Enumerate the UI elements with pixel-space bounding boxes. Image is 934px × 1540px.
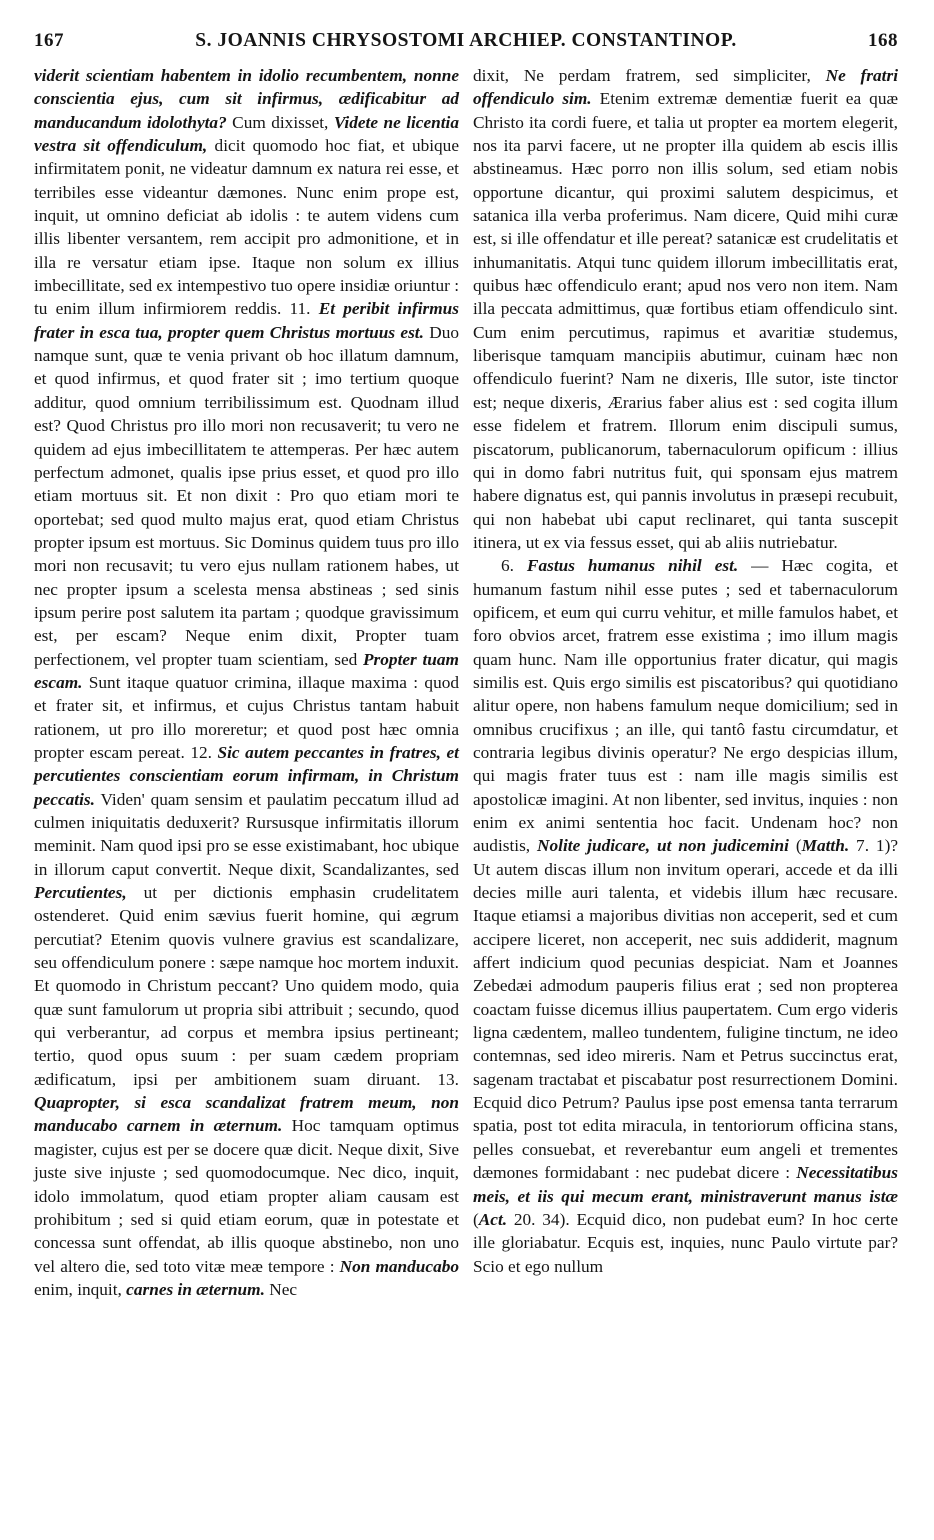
commentary-text: dixit, Ne perdam fratrem, sed simpliciter, bbox=[473, 66, 826, 85]
scripture-quote: Propter tuam escam. bbox=[34, 649, 459, 692]
right-column bbox=[473, 64, 898, 1301]
commentary-text: 20. 34). Ecquid dico, non pudebat eum? In hoc certe ille gloriabatur. Ecquis est, inquies, nunc Paulo virtute par? Scio et ego nullum bbox=[473, 1209, 898, 1276]
running-title: S. JOANNIS CHRYSOSTOMI ARCHIEP. CONSTANTINOP. bbox=[195, 30, 737, 51]
right-column-paragraph bbox=[473, 64, 898, 554]
commentary-text: dicit quomodo hoc fiat, et ubique infirmitatem ponit, ne videatur damnum ex natura rei esse, et terribiles esse videantur dæmones. Nunc enim prope est, inquit, ut omnino deficiat ab idolis : te autem videns cum illis libenter versantem, rem accipit pro admonitione, et in illa re versatur etiam ipse. Itaque non solum ex illius imbecillitate, sed ex intempestivo tuo opere insidiæ oriuntur : tu enim illum infirmiorem reddis. 11. bbox=[34, 136, 459, 319]
citation-book: Matth. bbox=[801, 836, 850, 856]
commentary-text: 7. 1)? Ut autem discas illum non invitum operari, accede et da illi decies mille auri talenta, et videbis illum hæc recusare. Itaque etiamsi a majoribus divitias non acceperit, sed et cum accipere liceret, non acceperit, nec suis addiderit, magnum affert indicium quod pecunias despiciat. Nam et Joannes Zebedæi admodum pauperis filius erat ; sed non propterea coactam fuisse dicemus illius paupertatem. Cum ergo videris ligna cædentem, malleo tundentem, fuligine tinctum, ne ideo contemnas, sed ideo mireris. Nam et Petrus succinctus erat, sagenam tractabat et piscabatur post resurrectionem Domini. Ecquid dico Petrum? Paulus ipse post emensa tanta terrarum spatia, post tot edita miracula, in tentoriorum officina stans, pelles consuebat, et reverebantur eum angeli et trementes dæmones formidabant : nec pudebat dicere : bbox=[473, 836, 898, 1183]
scripture-quote: carnes in æternum. bbox=[126, 1279, 265, 1299]
commentary-text: Duo namque sunt, quæ te venia privant ob hoc illatum damnum, et quod infirmus, et quod frater sit ; imo tertium quoque additur, quod omnium terribilissimum est. Quodnam illud est? Quod Christus pro illo mori non recusaverit; tu vero ne quidem ad ejus imbecillitatem te attemperas. Per hæc autem perfectum admonet, qualis ipse prius esset, et quod pro illo etiam mortuus sit. Et non dixit : Pro quo etiam mori te oportebat; sed quod multo majus erat, quod etiam Christus propter ipsum est mortuus. Sic Dominus quidem tuus pro illo mori non recusavit; tu vero ejus nullam rationem habes, ut nec propter ipsum a scelesta mensa abstineas ; sed sinis ipsum perire post salutem ita partam ; quodque gravissimum est, per escam? Neque enim dixit, Propter tuam perfectionem, vel propter tuam scientiam, sed bbox=[34, 322, 459, 669]
commentary-text: Cum dixisset, bbox=[226, 112, 334, 132]
scripture-quote: Videte ne licentia vestra sit offendiculum, bbox=[34, 112, 459, 156]
commentary-text: Viden' quam sensim et paulatim peccatum illud ad culmen iniquitatis deduxerit? Rursusque infirmitatis illorum meminit. Nam quod ipsi pro se esse existimabant, hoc ubique in illorum caput convertit. Neque dixit, Scandalizantes, sed bbox=[34, 789, 459, 879]
scripture-quote: Necessitatibus meis, et iis qui mecum erant, ministraverunt manus istæ bbox=[473, 1163, 898, 1206]
right-page-number: 168 bbox=[868, 30, 898, 51]
running-header bbox=[34, 30, 898, 64]
section-paragraph bbox=[473, 554, 898, 1278]
scripture-quote: Et peribit infirmus frater in esca tua, propter quem Christus mortuus est. bbox=[34, 299, 460, 342]
scripture-quote: Ne fratri offendiculo sim. bbox=[473, 66, 899, 109]
commentary-text: — Hæc cogita, et humanum fastum nihil esse putes ; sed et tabernaculorum opificem, et eum qui curru vehitur, et mille famulos habet, et foro obvios arcet, fratrem esse existima ; imo illum magis quam hunc. Nam ille opportunius frater dicatur, qui magis similis est. Quis ergo similis est piscatoribus? qui quotidiano alitur opere, non habens famulum neque domicilium; sed in omnibus crucifixus ; an ille, qui tantô fastu circumdatur, et contraria legibus divinis operatur? Ne ergo despicias illum, qui magis frater tuus est : nam ille magis similis est apostolicæ imagini. At non libenter, sed invitus, inquies : non enim ex animi sententia hoc facit. Undenam hoc? non audistis, bbox=[473, 556, 899, 856]
commentary-text: Hoc tamquam optimus magister, cujus est per se docere quæ dicit. Neque dixit, Sive juste sive injuste ; sed quomodocumque. Nec dico, inquit, idolo immolatum, quod etiam propter aliam causam est prohibitum ; sed si quid etiam eorum, quæ in potestate et concessa sunt offendat, ab illis quoque abstinebo, non uno vel altero die, sed toto vitæ meæ tempore : bbox=[34, 1116, 459, 1276]
left-page-number: 167 bbox=[34, 30, 64, 51]
commentary-text: ut per dictionis emphasin crudelitatem ostenderet. Quid enim sævius fuerit homine, qui ægrum percutiat? Etenim quovis vulnere gravius est scandalizare, seu offendiculum ponere : sæpe namque hoc mortem induxit. Et quomodo in Christum peccant? Uno quidem modo, quia quæ sunt famulorum ut propria sibi attribuit ; secundo, quod qui verberantur, ad corpus et membra ipsius pertineant; tertio, quod opus suum : per suam cædem propriam ædificatum, ipsi per ambitionem suam diruant. 13. bbox=[34, 883, 459, 1089]
scripture-quote: Non manducabo bbox=[339, 1256, 460, 1276]
scripture-quote: Quapropter, si esca scandalizat fratrem meum, non manducabo carnem in æternum. bbox=[34, 1093, 459, 1136]
commentary-text: enim, inquit, bbox=[34, 1279, 127, 1299]
scripture-quote: Sic autem peccantes in fratres, et percutientes conscientiam eorum infirmam, in Christum peccatis. bbox=[34, 742, 459, 809]
commentary-text: Sunt itaque quatuor crimina, illaque maxima : quod et frater sit, et infirmus, et cujus Christus tantam habuit rationem, ut pro illo moreretur; et quod post hæc omnia propter escam pereat. 12. bbox=[34, 672, 459, 762]
scripture-quote: Percutientes, bbox=[34, 883, 127, 903]
section-number: 6. bbox=[501, 556, 527, 576]
scripture-quote: Nolite judicare, ut non judicemini bbox=[537, 836, 789, 856]
section-heading: Fastus humanus nihil est. bbox=[526, 556, 739, 576]
left-column-paragraph bbox=[34, 64, 459, 1301]
scripture-quote: viderit scientiam habentem in idolio recumbentem, nonne conscientia ejus, cum sit infirmus, ædificabitur ad manducandum idolothyta? bbox=[34, 66, 459, 132]
commentary-text: ( bbox=[473, 1209, 479, 1229]
two-column-body bbox=[34, 64, 898, 1301]
commentary-text: ( bbox=[788, 836, 802, 856]
commentary-text: Nec bbox=[264, 1279, 298, 1299]
commentary-text: Etenim extremæ dementiæ fuerit ea quæ Christo ita cordi fuere, et talia ut propter ea mortem elegerit, nos ita parvi facere, ut ne propter illa quidem ab escis illis abstineamus. Hæc porro non illis solum, sed etiam nobis opportune dicantur, qui proximi salutem despicimus, et satanica illa verba proferimus. Nam dicere, Quid mihi curæ est, si ille offendatur et ille pereat? satanicæ est crudelitatis et inhumanitatis. Atqui tunc quidem illorum imbecillitatis erat, quibus hæc offendiculo erant; apud nos vero non item. Nam illa peccata admittimus, quæ fortibus etiam offendiculo sint. Cum enim percutimus, rapimus et avaritiæ studemus, liberisque tamquam mancipiis abutimur, cuinam hæc non offendiculo fuerint? Nam ne dixeris, Ille sutor, iste tinctor est; neque dixeris, Ærarius faber alius est : sed cogita illum esse fidelem et fratrem. Illorum enim discipuli sumus, piscatorum, publicanorum, tabernaculorum opificum : illius qui in domo fabri nutritus fuit, qui sponsam ejus matrem habere dignatus est, qui pannis involutus in præsepi recubuit, qui non habebat ubi caput reclinaret, qui tanta suscepit itinera, ut ex via fessus esset, qui ab aliis nutriebatur. bbox=[473, 89, 898, 552]
left-column bbox=[34, 64, 459, 1301]
citation-book: Act. bbox=[478, 1209, 508, 1229]
